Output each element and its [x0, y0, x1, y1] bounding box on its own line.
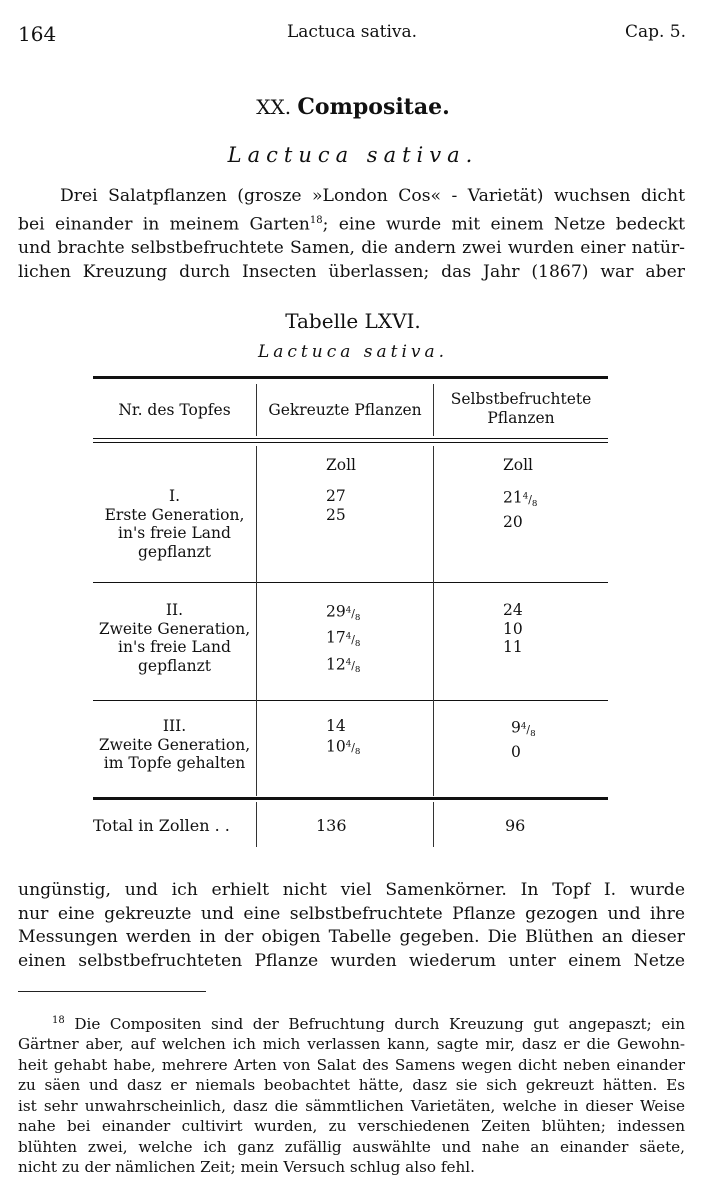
unit-crossed: Zoll	[326, 456, 357, 474]
paragraph-line: Messungen werden in der obigen Tabelle gegeben. Die Blüthen an dieser	[18, 927, 685, 948]
header-selfed	[434, 390, 608, 427]
selfed-values	[511, 717, 536, 762]
column-line	[433, 446, 434, 796]
intro-paragraph	[18, 185, 685, 284]
group-label-line: III.	[162, 717, 187, 735]
group-label-line: im Topfe gehalten	[103, 754, 246, 772]
column-line	[256, 802, 257, 847]
group-label-line: Zweite Generation,	[98, 735, 251, 754]
value-cell	[503, 638, 523, 657]
paragraph-text: ; eine wurde mit einem Netze bedeckt	[322, 214, 685, 235]
fraction-numerator: 4	[522, 491, 529, 501]
paragraph-line	[18, 209, 685, 237]
group-label-line: gepflanzt	[138, 542, 211, 561]
group-label-line: Erste Generation,	[104, 505, 245, 524]
footnote-line: blühten zwei, welche ich ganz zufällig auswählte und nahe an einander säete,	[18, 1137, 685, 1156]
group-label-line: in's freie Land	[118, 524, 231, 542]
value-fraction: $^4/_8$	[345, 631, 361, 650]
body-paragraph	[18, 879, 685, 973]
fraction-denominator: 8	[354, 747, 361, 758]
footnote-line: nahe bei einander cultivirt wurden, zu verschiedenen Zeiten blühten; indessen	[18, 1117, 685, 1136]
header-rule	[93, 438, 608, 439]
paragraph-text: bei einander in meinem Garten	[18, 214, 310, 235]
header-rule	[93, 442, 608, 443]
header-selfed-line: Selbstbefruchtete	[450, 390, 592, 408]
total-rule	[93, 797, 608, 800]
value-cell	[326, 736, 360, 762]
header-pot: Nr. des Topfes	[118, 401, 231, 419]
species-title: Lactuca sativa.	[227, 143, 479, 167]
value-whole: 12	[326, 655, 346, 674]
value-whole: 24	[503, 601, 523, 619]
crossed-values	[326, 717, 360, 762]
footnote-rule	[18, 991, 206, 992]
footnote-line: Gärtner aber, auf welchen ich mich verlassen kann, sagte mir, dasz er die Gewohn-	[18, 1035, 685, 1054]
table-title: Tabelle LXVI.	[285, 309, 421, 333]
group-label	[93, 487, 256, 561]
running-header	[18, 22, 686, 46]
total-selfed: 96	[505, 816, 526, 835]
value-cell	[503, 513, 537, 532]
section-title: Compositae.	[297, 94, 450, 120]
group-label-line: in's freie Land	[118, 638, 231, 656]
table-top-rule	[93, 376, 608, 379]
group-label-line: I.	[168, 487, 181, 505]
table-species: Lactuca sativa.	[257, 342, 449, 362]
group-label-line: gepflanzt	[138, 656, 211, 675]
paragraph-line: lichen Kreuzung durch Insecten überlassen; das Jahr (1867) war aber	[18, 261, 685, 282]
value-whole: 21	[503, 488, 523, 507]
value-fraction: $^4/_8$	[520, 721, 536, 739]
value-whole: 25	[326, 505, 346, 524]
value-cell	[326, 654, 360, 680]
selfed-values	[503, 487, 537, 532]
value-cell	[503, 601, 523, 620]
value-whole: 17	[326, 628, 346, 647]
column-line	[256, 446, 257, 796]
value-whole: 27	[326, 487, 346, 505]
footnote-line: ist sehr unwahrscheinlich, dasz die sämmtlichen Varietäten, welche in dieser Weise	[18, 1096, 685, 1115]
value-whole: 9	[511, 718, 521, 737]
value-cell	[326, 717, 360, 736]
group-label-line: II.	[165, 601, 184, 619]
value-cell	[326, 601, 360, 627]
footnote-line: nicht zu der nämlichen Zeit; mein Versuch schlug also fehl.	[18, 1157, 475, 1176]
fraction-denominator: 8	[530, 728, 536, 739]
value-cell	[326, 506, 346, 525]
fraction-numerator: 4	[345, 631, 352, 642]
footnote-line: zu säen und dasz er niemals beobachtet hätte, dasz sie sich gekreuzt hätten. Es	[18, 1076, 685, 1095]
value-fraction: $^4/_8$	[345, 657, 361, 676]
fraction-numerator: 4	[345, 605, 352, 615]
selfed-values	[503, 601, 523, 657]
footnote-number: 18	[52, 1015, 65, 1026]
value-cell	[326, 627, 360, 653]
total-label: Total in Zollen . .	[93, 816, 230, 835]
header-selfed-line: Pflanzen	[487, 408, 555, 427]
chapter-label: Cap. 5.	[624, 22, 686, 42]
group-divider	[93, 700, 608, 701]
unit-selfed: Zoll	[503, 456, 534, 474]
value-cell	[511, 717, 536, 743]
group-divider	[93, 582, 608, 583]
fraction-numerator: 4	[520, 721, 527, 731]
group-label	[93, 601, 256, 675]
group-label	[93, 717, 256, 773]
running-title: Lactuca sativa.	[286, 22, 418, 42]
value-fraction: $^4/_8$	[345, 605, 361, 623]
column-line	[433, 802, 434, 847]
paragraph-line: einen selbstbefruchteten Pflanze wurden wiederum unter einem Netze	[18, 950, 685, 971]
value-cell	[503, 620, 523, 639]
footnote-line: heit gehabt habe, mehrere Arten von Salat des Samens wegen dicht neben einander	[18, 1055, 685, 1074]
value-whole: 29	[326, 602, 346, 621]
paragraph-line: nur eine gekreuzte und eine selbstbefruchtete Pflanze gezogen und ihre	[18, 903, 685, 924]
value-cell	[326, 487, 346, 506]
value-whole: 11	[503, 638, 523, 656]
paragraph-line: ungünstig, und ich erhielt nicht viel Samenkörner. In Topf I. wurde	[18, 880, 685, 900]
value-whole: 14	[326, 717, 346, 735]
value-whole: 10	[503, 619, 523, 638]
value-cell	[503, 487, 537, 513]
group-label-line: Zweite Generation,	[98, 619, 251, 638]
section-number: XX.	[256, 95, 292, 119]
fraction-denominator: 8	[354, 612, 361, 623]
paragraph-line: und brachte selbstbefruchtete Samen, die andern zwei wurden einer natür-	[18, 237, 685, 258]
paragraph-line: Drei Salatpflanzen (grosze »London Cos« - Varietät) wuchsen dicht	[60, 186, 685, 206]
footnote-text: Die Compositen sind der Befruchtung durch Kreuzung gut angepaszt; ein	[74, 1015, 685, 1034]
page-number: 164	[18, 22, 57, 46]
footnote-reference: 18	[309, 214, 323, 226]
value-cell	[511, 743, 536, 762]
fraction-denominator: 8	[531, 498, 538, 509]
crossed-values	[326, 601, 360, 680]
value-fraction: $^4/_8$	[522, 491, 538, 509]
footnote	[18, 1011, 685, 1177]
total-crossed: 136	[316, 816, 347, 835]
value-whole: 10	[326, 737, 346, 756]
value-fraction: $^4/_8$	[345, 739, 361, 758]
section-heading	[0, 94, 706, 120]
header-crossed: Gekreuzte Pflanzen	[268, 401, 422, 419]
fraction-denominator: 8	[354, 639, 361, 650]
crossed-values	[326, 487, 346, 524]
fraction-numerator: 4	[345, 739, 352, 750]
fraction-numerator: 4	[345, 657, 352, 668]
value-whole: 0	[511, 743, 521, 762]
fraction-denominator: 8	[354, 665, 361, 676]
footnote-line	[18, 1011, 685, 1034]
value-whole: 20	[503, 513, 523, 532]
